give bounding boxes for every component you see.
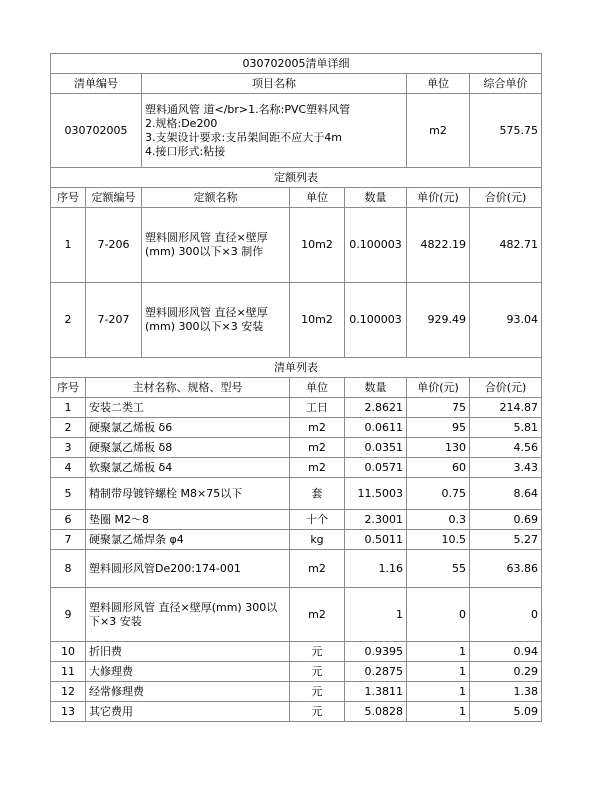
item-total: 4.56: [470, 438, 542, 458]
item-total: 0.94: [470, 642, 542, 662]
quota-code: 7-206: [86, 208, 142, 283]
item-no: 11: [51, 662, 86, 682]
item-qty: 2.8621: [345, 398, 407, 418]
item-name: 硬聚氯乙烯板 δ6: [86, 418, 290, 438]
item-no: 6: [51, 510, 86, 530]
item-price: 0.75: [407, 478, 470, 510]
item-no: 4: [51, 458, 86, 478]
item-unit: 十个: [290, 510, 345, 530]
bill-row: [51, 94, 542, 168]
item-unit: m2: [290, 550, 345, 588]
item-qty: 1: [345, 588, 407, 642]
quota-header-unit: 单位: [290, 188, 345, 208]
quota-price: 4822.19: [407, 208, 470, 283]
item-unit: m2: [290, 438, 345, 458]
item-row: [51, 478, 542, 510]
quota-header-total: 合价(元): [470, 188, 542, 208]
item-total: 1.38: [470, 682, 542, 702]
header-bill-code: 清单编号: [51, 74, 142, 94]
bill-desc-line: 3.支架设计要求:支吊架间距不应大于4m: [145, 130, 342, 144]
item-unit: m2: [290, 588, 345, 642]
item-name: 塑料圆形风管 直径×壁厚(mm) 300以下×3 安装: [86, 588, 290, 642]
quota-header-name: 定额名称: [142, 188, 290, 208]
item-total: 8.64: [470, 478, 542, 510]
item-qty: 0.0611: [345, 418, 407, 438]
item-total: 5.81: [470, 418, 542, 438]
header-unit: 单位: [407, 74, 470, 94]
item-no: 9: [51, 588, 86, 642]
quota-total: 482.71: [470, 208, 542, 283]
quota-header-qty: 数量: [345, 188, 407, 208]
bill-description: [142, 94, 407, 168]
item-name: 软聚氯乙烯板 δ4: [86, 458, 290, 478]
quota-unit: 10m2: [290, 283, 345, 358]
item-unit: m2: [290, 458, 345, 478]
header-item-name: 项目名称: [142, 74, 407, 94]
quota-name: 塑料圆形风管 直径×壁厚(mm) 300以下×3 制作: [142, 208, 290, 283]
item-price: 75: [407, 398, 470, 418]
item-unit: kg: [290, 530, 345, 550]
item-no: 1: [51, 398, 86, 418]
quota-row: [51, 208, 542, 283]
item-price: 1: [407, 662, 470, 682]
bill-price: 575.75: [470, 94, 542, 168]
table-title: 030702005清单详细: [51, 54, 542, 74]
items-header-no: 序号: [51, 378, 86, 398]
quota-name: 塑料圆形风管 直径×壁厚(mm) 300以下×3 安装: [142, 283, 290, 358]
quota-header-code: 定额编号: [86, 188, 142, 208]
item-qty: 1.3811: [345, 682, 407, 702]
item-no: 5: [51, 478, 86, 510]
item-name: 经常修理费: [86, 682, 290, 702]
item-row: [51, 418, 542, 438]
item-qty: 0.0351: [345, 438, 407, 458]
item-row: [51, 662, 542, 682]
quota-header-no: 序号: [51, 188, 86, 208]
item-price: 0.3: [407, 510, 470, 530]
item-total: 0: [470, 588, 542, 642]
item-row: [51, 458, 542, 478]
item-row: [51, 398, 542, 418]
item-price: 1: [407, 642, 470, 662]
items-header-unit: 单位: [290, 378, 345, 398]
quota-qty: 0.100003: [345, 208, 407, 283]
item-price: 1: [407, 682, 470, 702]
item-unit: m2: [290, 418, 345, 438]
item-total: 0.69: [470, 510, 542, 530]
item-name: 精制带母镀锌螺栓 M8×75以下: [86, 478, 290, 510]
quota-unit: 10m2: [290, 208, 345, 283]
item-row: [51, 588, 542, 642]
quota-code: 7-207: [86, 283, 142, 358]
item-qty: 0.5011: [345, 530, 407, 550]
item-name: 其它费用: [86, 702, 290, 722]
item-qty: 0.9395: [345, 642, 407, 662]
items-header-price: 单价(元): [407, 378, 470, 398]
item-row: [51, 530, 542, 550]
item-qty: 2.3001: [345, 510, 407, 530]
item-qty: 0.2875: [345, 662, 407, 682]
item-qty: 1.16: [345, 550, 407, 588]
item-no: 3: [51, 438, 86, 458]
items-header-name: 主材名称、规格、型号: [86, 378, 290, 398]
item-unit: 元: [290, 642, 345, 662]
item-price: 130: [407, 438, 470, 458]
item-total: 5.27: [470, 530, 542, 550]
item-name: 硬聚氯乙烯焊条 φ4: [86, 530, 290, 550]
items-section-title: 清单列表: [51, 358, 542, 378]
quota-qty: 0.100003: [345, 283, 407, 358]
quota-header-price: 单价(元): [407, 188, 470, 208]
item-unit: 工日: [290, 398, 345, 418]
item-total: 3.43: [470, 458, 542, 478]
item-name: 垫圈 M2～8: [86, 510, 290, 530]
item-total: 0.29: [470, 662, 542, 682]
bill-detail-table: [50, 53, 542, 722]
bill-desc-line: 2.规格:De200: [145, 116, 218, 130]
item-price: 60: [407, 458, 470, 478]
item-qty: 11.5003: [345, 478, 407, 510]
item-row: [51, 642, 542, 662]
item-unit: 元: [290, 662, 345, 682]
item-price: 95: [407, 418, 470, 438]
item-name: 硬聚氯乙烯板 δ8: [86, 438, 290, 458]
quota-no: 2: [51, 283, 86, 358]
quota-header-row: [51, 188, 542, 208]
bill-unit: m2: [407, 94, 470, 168]
item-row: [51, 438, 542, 458]
items-header-row: [51, 378, 542, 398]
item-no: 7: [51, 530, 86, 550]
item-qty: 5.0828: [345, 702, 407, 722]
item-row: [51, 510, 542, 530]
item-row: [51, 682, 542, 702]
bill-desc-line: 塑料通风管 道</br>1.名称:PVC塑料风管: [145, 102, 351, 116]
header-unit-price: 综合单价: [470, 74, 542, 94]
quota-no: 1: [51, 208, 86, 283]
bill-header-row: [51, 74, 542, 94]
quota-row: [51, 283, 542, 358]
item-total: 63.86: [470, 550, 542, 588]
item-name: 安装二类工: [86, 398, 290, 418]
item-name: 塑料圆形风管De200:174-001: [86, 550, 290, 588]
bill-desc-line: 4.接口形式:粘接: [145, 144, 226, 158]
item-unit: 元: [290, 702, 345, 722]
item-no: 12: [51, 682, 86, 702]
items-header-qty: 数量: [345, 378, 407, 398]
item-price: 0: [407, 588, 470, 642]
item-row: [51, 702, 542, 722]
item-total: 214.87: [470, 398, 542, 418]
quota-section-title: 定额列表: [51, 168, 542, 188]
bill-code: 030702005: [51, 94, 142, 168]
item-price: 55: [407, 550, 470, 588]
item-no: 2: [51, 418, 86, 438]
item-row: [51, 550, 542, 588]
item-unit: 元: [290, 682, 345, 702]
items-header-total: 合价(元): [470, 378, 542, 398]
item-price: 10.5: [407, 530, 470, 550]
item-price: 1: [407, 702, 470, 722]
item-no: 13: [51, 702, 86, 722]
item-qty: 0.0571: [345, 458, 407, 478]
quota-total: 93.04: [470, 283, 542, 358]
quota-price: 929.49: [407, 283, 470, 358]
item-no: 8: [51, 550, 86, 588]
item-name: 折旧费: [86, 642, 290, 662]
item-total: 5.09: [470, 702, 542, 722]
item-no: 10: [51, 642, 86, 662]
item-unit: 套: [290, 478, 345, 510]
item-name: 大修理费: [86, 662, 290, 682]
